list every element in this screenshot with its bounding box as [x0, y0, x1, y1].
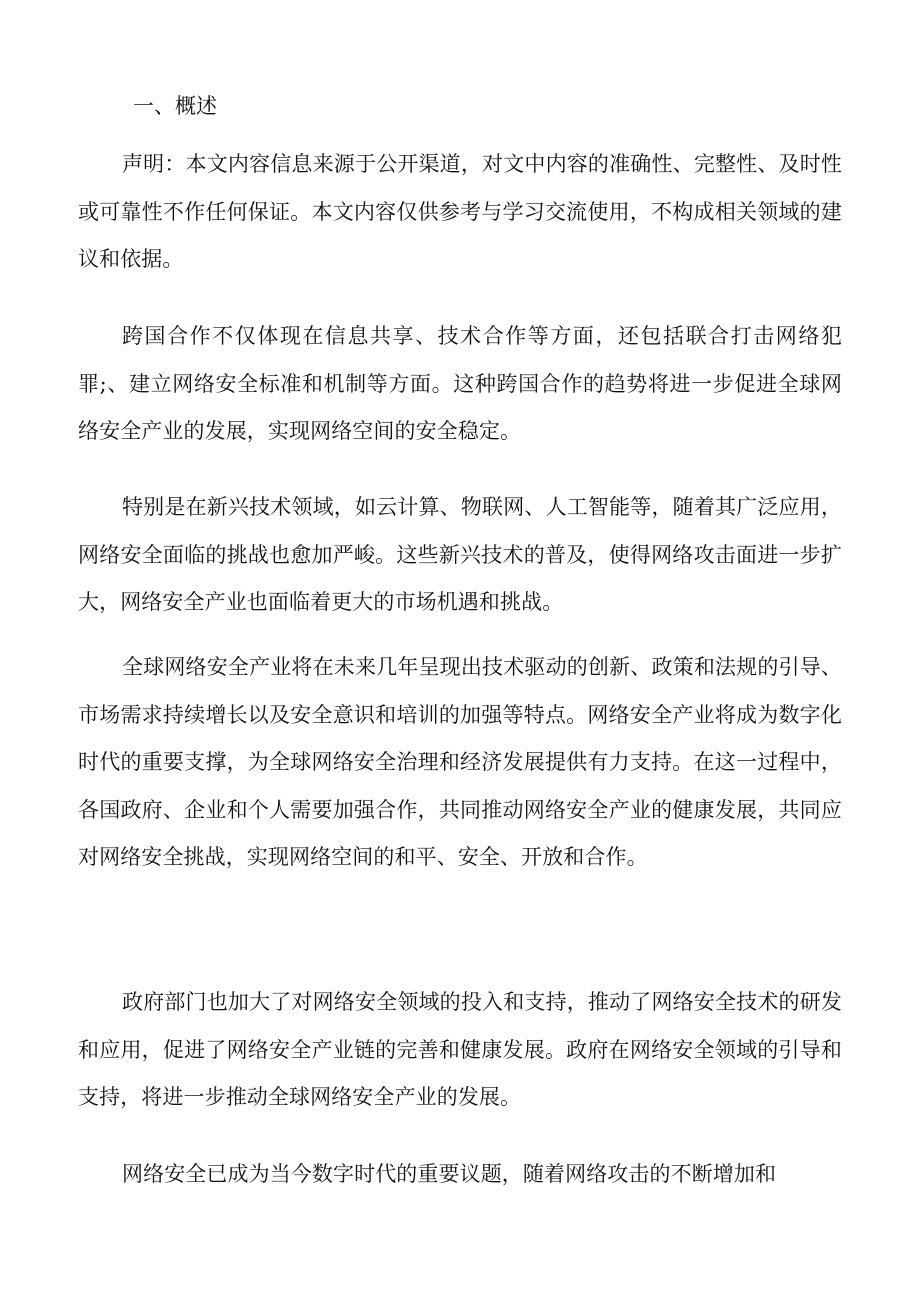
paragraph-disclaimer: 声明：本文内容信息来源于公开渠道，对文中内容的准确性、完整性、及时性或可靠性不作任何保证。本文内容仅供参考与学习交流使用，不构成相关领域的建议和依据。 — [78, 152, 842, 271]
paragraph-cross-border-cooperation: 跨国合作不仅体现在信息共享、技术合作等方面，还包括联合打击网络犯罪;、建立网络安全标准和机制等方面。这种跨国合作的趋势将进一步促进全球网络安全产业的发展，实现网络空间的安全稳定。 — [78, 324, 842, 443]
paragraph-industry-outlook: 全球网络安全产业将在未来几年呈现出技术驱动的创新、政策和法规的引导、市场需求持续增长以及安全意识和培训的加强等特点。网络安全产业将成为数字化时代的重要支撑，为全球网络安全治理和经济发展提供有力支持。在这一过程中，各国政府、企业和个人需要加强合作，共同推动网络安全产业的健康发展，共同应对网络安全挑战，实现网络空间的和平、安全、开放和合作。 — [78, 655, 842, 869]
paragraph-government-support: 政府部门也加大了对网络安全领域的投入和支持，推动了网络安全技术的研发和应用，促进了网络安全产业链的完善和健康发展。政府在网络安全领域的引导和支持，将进一步推动全球网络安全产业的发展。 — [78, 990, 842, 1109]
paragraph-emerging-technologies: 特别是在新兴技术领域，如云计算、物联网、人工智能等，随着其广泛应用，网络安全面临的挑战也愈加严峻。这些新兴技术的普及，使得网络攻击面进一步扩大，网络安全产业也面临着更大的市场机遇和挑战。 — [78, 495, 842, 614]
paragraph-cybersecurity-topic: 网络安全已成为当今数字时代的重要议题，随着网络攻击的不断增加和 — [122, 1162, 777, 1186]
section-heading: 一、概述 — [133, 94, 217, 118]
